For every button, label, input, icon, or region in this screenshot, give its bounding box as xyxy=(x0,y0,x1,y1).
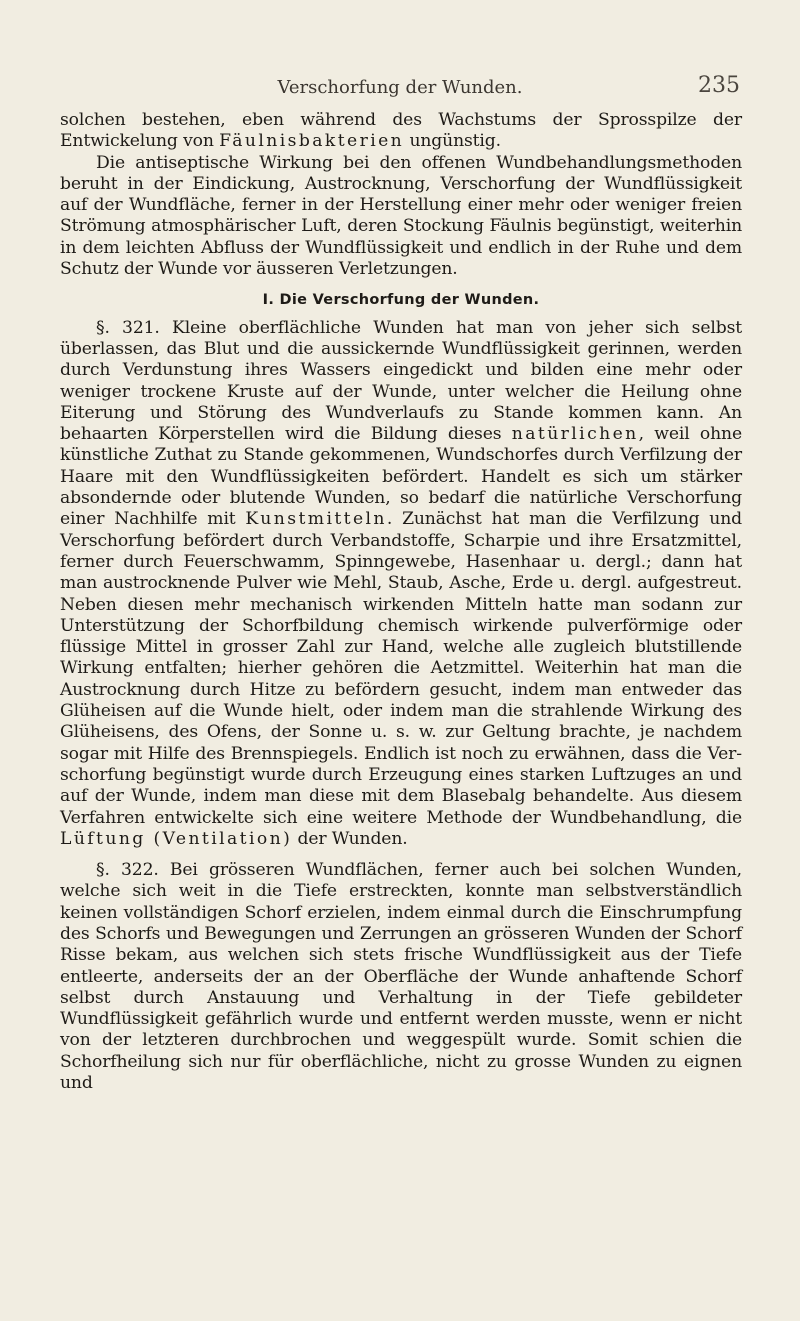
page-number: 235 xyxy=(698,73,740,98)
body-text xyxy=(60,110,742,1094)
paragraph-321 xyxy=(60,318,742,850)
section-heading: I. Die Verschorfung der Wunden. xyxy=(262,292,540,309)
p321-text-c: . Zunächst hat man die Verfilzung und Verschorfung befördert durch Verbandstoffe, Scharpie und ihre Ersatzmittel, ferner durch Feuerschwamm, Spinngewebe, Hasenhaar u. dergl.; dann hat man austrocknende Pulver wie Mehl, Staub, Asche, Erde u. dergl. aufgestreut. Neben diesen mehr mechanisch wirkenden Mitteln hatte man sodann zur Unterstützung der Schorfbildung chemisch wirkende pulverförmige oder flüssige Mittel in grosser Zahl zur Hand, welche alle zugleich blutstillende Wirkung entfalten; hierher gehören die Aetzmittel. Weiterhin hat man die Austrocknung durch Hitze zu befördern gesucht, indem man entweder das Glüheisen auf die Wunde hielt, oder indem man die strahlende Wirkung des Glüheisens, des Ofens, der Sonne u. s. w. zur Geltung brachte, je nachdem sogar mit Hilfe des Brennspiegels. Endlich ist noch zu erwähnen, dass die Verschorfung begünstigt wurde durch Erzeugung eines starken Luftzuges an und auf der Wunde, indem man diese mit dem Blasebalg behandelte. Aus diesem Verfahren entwickelte sich eine weitere Methode der Wundbehandlung, die xyxy=(60,509,743,828)
emphasis-natuerlichen: natürlichen xyxy=(511,424,639,445)
emphasis-kunstmitteln: Kunstmitteln xyxy=(245,509,387,530)
p321-text-a: §. 321. Kleine oberflächliche Wunden hat man von jeher sich selbst überlassen, das Blut und die aussickernde Wundflüssigkeit gerinnen, werden durch Verdunstung ihres Wassers eingedickt und bilden eine mehr oder weniger trockene Kruste auf der Wunde, unter welcher die Heilung ohne Eiterung und Störung des Wundverlaufs zu Stande kommen kann. An behaarten Körperstellen wird die Bildung dieses xyxy=(60,317,742,445)
intro-text-b: ungünstig. xyxy=(404,131,501,152)
running-head xyxy=(60,71,740,101)
intro-paragraph-2: Die antiseptische Wirkung bei den offenen Wundbehandlungsmethoden beruht in der Eindickung, Austrocknung, Verschorfung der Wundflüssigkeit auf der Wundfläche, ferner in der Herstellung einer mehr oder weniger freien Strömung atmosphärischer Luft, deren Stockung Fäulnis begünstigt, weiterhin in dem leichten Abfluss der Wundflüssigkeit und endlich in der Ruhe und dem Schutz der Wunde vor äusseren Verletzungen. xyxy=(60,152,742,280)
emphasis-lueftung: Lüftung (Ventilation) xyxy=(60,828,293,849)
p321-text-d: der Wunden. xyxy=(292,828,408,849)
p321-text-b: , weil ohne künstliche Zuthat zu Stande gekommenen, Wundschorfes durch Verfilzung der Haare mit den Wundflüssigkeiten befördert. Handelt es sich um stärker absondernde oder blutende Wunden, so bedarf die natürliche Verschorfung einer Nachhilfe mit xyxy=(60,424,742,530)
running-head-title: Verschorfung der Wunden. xyxy=(277,77,523,98)
emphasis-faeulnisbakterien: Fäulnisbakterien xyxy=(219,131,405,152)
intro-paragraph-1 xyxy=(60,110,742,153)
intro-text-a: solchen bestehen, eben während des Wachstums der Sprosspilze der Entwickelung von xyxy=(60,110,742,152)
paragraph-322: §. 322. Bei grösseren Wundflächen, ferner auch bei solchen Wunden, welche sich weit in die Tiefe erstreckten, konnte man selbstverständlich keinen vollständigen Schorf erzielen, indem einmal durch die Einschrumpfung des Schorfs und Bewegungen und Zerrungen an grösseren Wunden der Schorf Risse bekam, aus welchen sich stets frische Wundflüssigkeit aus der Tiefe entleerte, anderseits der an der Oberfläche der Wunde anhaftende Schorf selbst durch Anstauung und Verhaltung in der Tiefe gebildeter Wundflüssigkeit gefährlich wurde und entfernt werden musste, wenn er nicht von der letzteren durchbrochen und weggespült wurde. Somit schien die Schorfheilung sich nur für oberflächliche, nicht zu grosse Wunden zu eignen und xyxy=(60,860,742,1094)
paragraph-gap xyxy=(60,850,742,860)
